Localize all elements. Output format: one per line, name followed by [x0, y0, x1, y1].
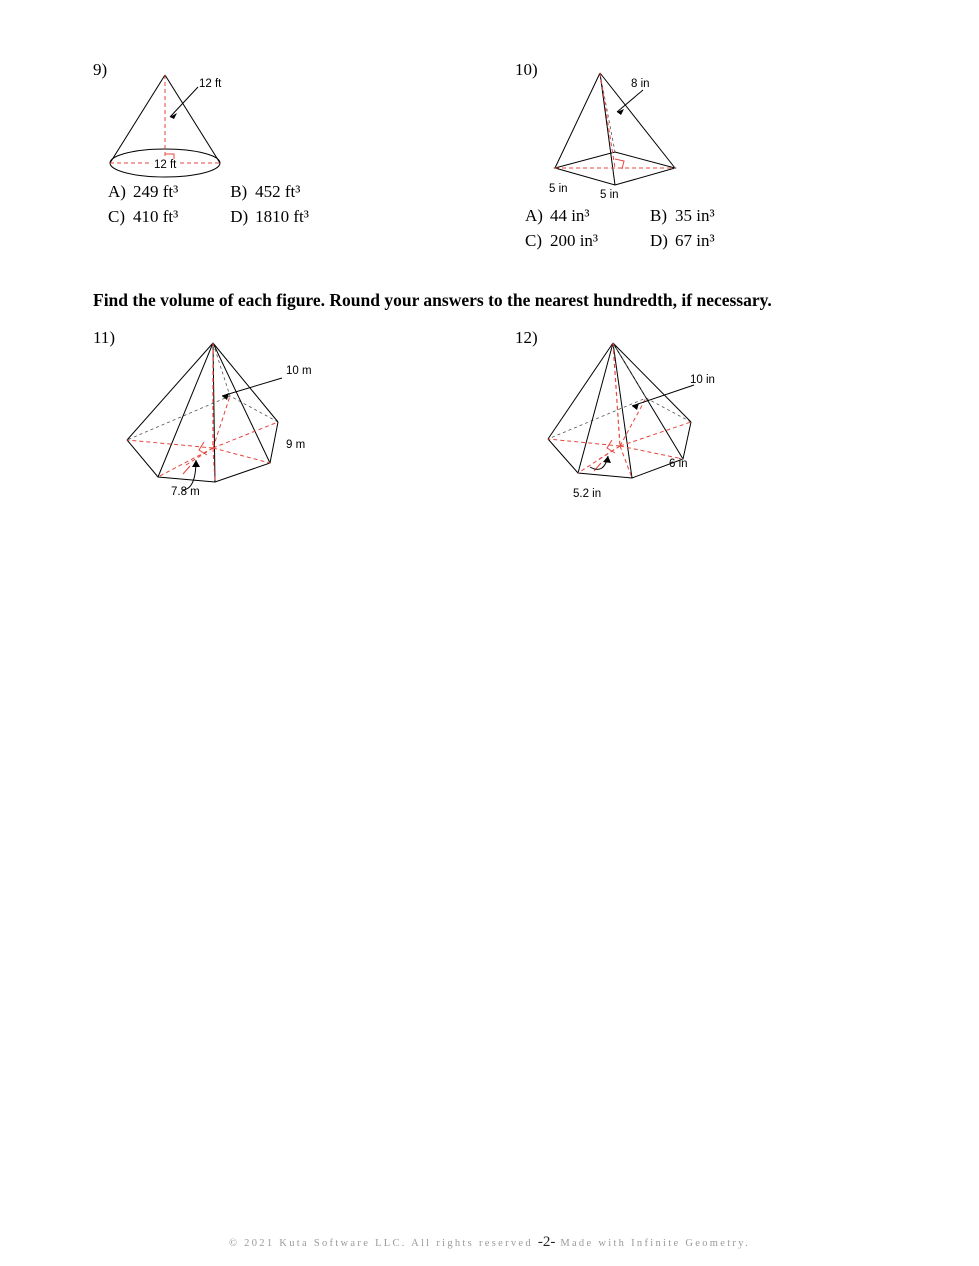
choice-text[interactable]: 200 in³	[549, 231, 599, 250]
footer-copyright: © 2021 Kuta Software LLC. All rights reserved	[228, 1238, 533, 1249]
problem-11-side-label: 9 m	[286, 439, 306, 451]
choice-letter: D)	[230, 207, 249, 226]
section-instruction: Find the volume of each figure. Round your answers to the nearest hundredth, if necessary.	[93, 290, 772, 310]
problem-11-number: 11)	[93, 328, 116, 347]
problem-9-diameter-label: 12 ft	[154, 159, 177, 171]
choice-letter: A)	[525, 206, 543, 225]
problem-12-apothem-label: 5.2 in	[573, 488, 602, 500]
choice-text[interactable]: 452 ft³	[255, 182, 301, 201]
problem-12-figure	[528, 330, 758, 505]
problem-10-choices	[525, 206, 715, 256]
footer	[0, 1234, 979, 1251]
problem-10-figure	[520, 60, 780, 195]
choice-letter: C)	[108, 207, 125, 226]
problem-10-height-label: 8 in	[631, 78, 650, 90]
problem-9-figure	[100, 60, 350, 190]
problem-10-base-left-label: 5 in	[549, 183, 568, 195]
problem-10-number: 10)	[515, 60, 538, 79]
choice-letter: C)	[525, 231, 542, 250]
problem-12-number: 12)	[515, 328, 538, 347]
choice-text[interactable]: 1810 ft³	[255, 207, 309, 226]
choice-letter: D)	[650, 231, 668, 250]
choice-text[interactable]: 249 ft³	[132, 182, 179, 201]
problem-10-base-right-label: 5 in	[600, 189, 619, 201]
problem-11-figure	[110, 330, 340, 505]
problem-9-number: 9)	[93, 60, 108, 79]
page-number: -2-	[537, 1234, 556, 1250]
problem-11-height-label: 10 m	[286, 365, 312, 377]
choice-text[interactable]: 67 in³	[674, 231, 715, 250]
choice-text[interactable]: 35 in³	[674, 206, 715, 225]
choice-text[interactable]: 44 in³	[549, 206, 590, 225]
choice-letter: B)	[650, 206, 668, 225]
choice-text[interactable]: 410 ft³	[132, 207, 179, 226]
choice-letter: B)	[230, 182, 248, 201]
problem-12-side-label: 6 in	[669, 458, 688, 470]
choice-letter: A)	[108, 182, 126, 201]
problem-12-height-label: 10 in	[690, 374, 715, 386]
problem-11-apothem-label: 7.8 m	[171, 486, 200, 498]
problem-9-height-label: 12 ft	[199, 78, 222, 90]
footer-product: Made with Infinite Geometry.	[560, 1238, 750, 1249]
problem-9-choices	[108, 182, 309, 232]
